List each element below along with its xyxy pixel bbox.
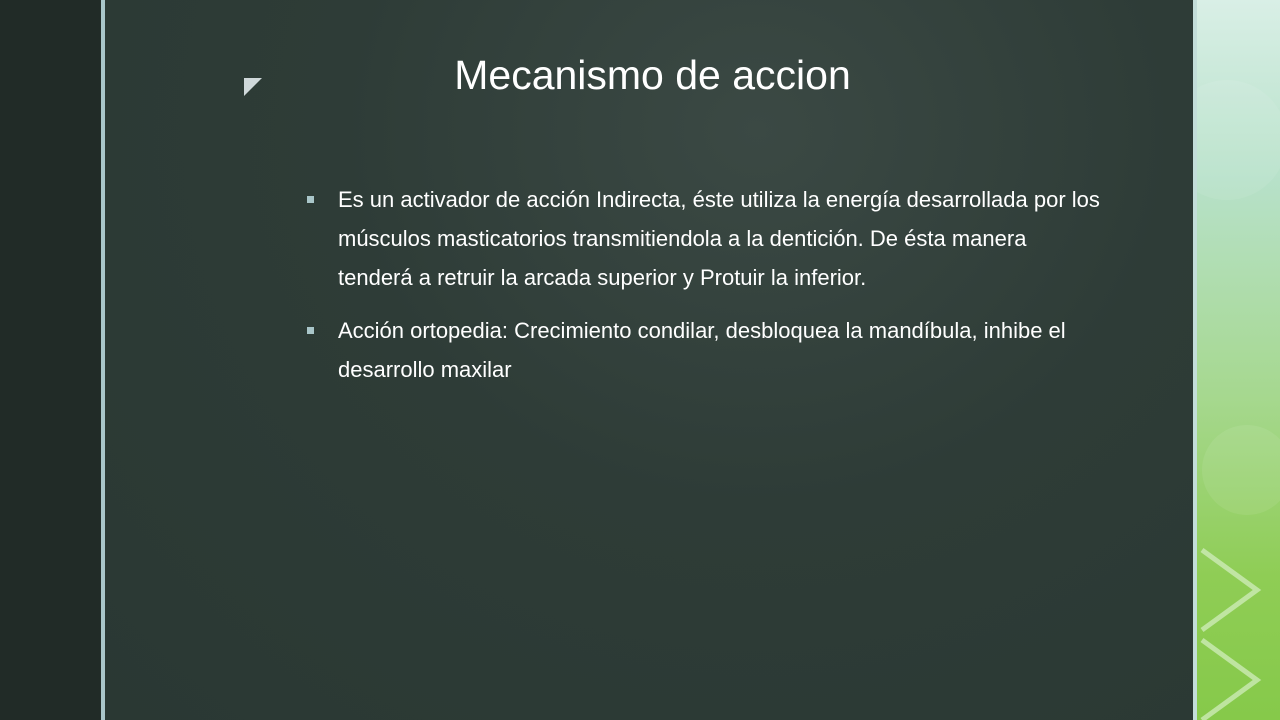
- slide-title: Mecanismo de accion: [454, 52, 851, 98]
- bullet-text: Es un activador de acción Indirecta, éste utiliza la energía desarrollada por los músculos masticatorios transmitiendola a la dentición. De ésta manera tenderá a retruir la arcada superior y Protuir la inferior.: [338, 187, 1100, 290]
- square-bullet-icon: [307, 327, 314, 334]
- decorative-chevron-pattern: [1197, 0, 1280, 720]
- right-green-panel: [1197, 0, 1280, 720]
- bullet-item: [304, 311, 1104, 389]
- bullet-item: [304, 180, 1104, 297]
- square-bullet-icon: [307, 196, 314, 203]
- bullet-list: [304, 180, 1104, 403]
- left-dark-strip: [0, 0, 101, 720]
- bullet-text: Acción ortopedia: Crecimiento condilar, desbloquea la mandíbula, inhibe el desarrollo maxilar: [338, 318, 1066, 382]
